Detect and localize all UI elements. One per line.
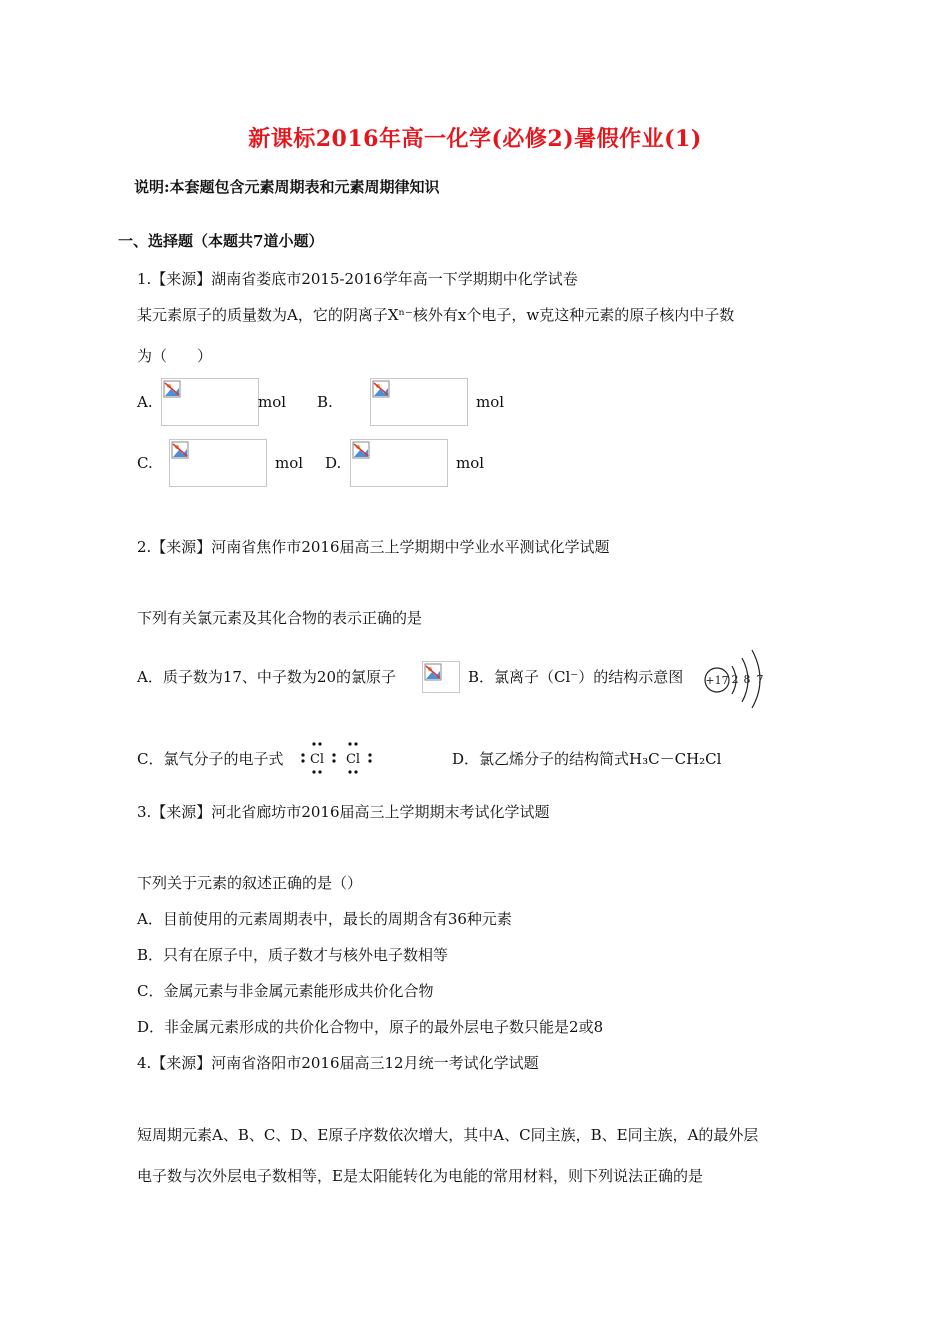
broken-image-icon [372, 380, 390, 398]
q1-source: 1.【来源】湖南省娄底市2015-2016学年高一下学期期中化学试卷 [137, 270, 578, 288]
q3-option-b: B．只有在原子中，质子数才与核外电子数相等 [137, 946, 449, 964]
q1-option-a-formula-image [161, 378, 259, 426]
nucleus-charge: +17 [705, 674, 729, 687]
shell-electrons-1: 2 [731, 673, 739, 686]
page-title: 新课标2016年高一化学(必修2)暑假作业(1) [248, 126, 702, 152]
q4-stem-line1: 短周期元素A、B、C、D、E原子序数依次增大，其中A、C同主族，B、E同主族，A的最外层 [137, 1126, 759, 1144]
broken-image-icon [163, 380, 181, 398]
broken-image-icon [352, 441, 370, 459]
section-heading: 一、选择题（本题共7道小题） [118, 232, 324, 250]
q1-option-d-unit: mol [456, 454, 485, 472]
q3-option-d: D．非金属元素形成的共价化合物中，原子的最外层电子数只能是2或8 [137, 1018, 604, 1036]
q2-source: 2.【来源】河南省焦作市2016届高三上学期期中学业水平测试化学试题 [137, 538, 610, 556]
q1-option-b-unit: mol [476, 393, 505, 411]
q2-stem: 下列有关氯元素及其化合物的表示正确的是 [137, 609, 423, 627]
q1-option-d-formula-image [350, 439, 448, 487]
q2-option-b: B．氯离子（Cl⁻）的结构示意图 [468, 668, 684, 686]
q1-option-c-formula-image [169, 439, 267, 487]
q1-option-c-unit: mol [275, 454, 304, 472]
q2-option-d: D．氯乙烯分子的结构简式H₃C－CH₂Cl [452, 750, 722, 768]
q1-option-d-label: D. [325, 454, 342, 472]
q1-stem-line2: 为（ ） [137, 347, 213, 365]
q4-stem-line2: 电子数与次外层电子数相等，E是太阳能转化为电能的常用材料，则下列说法正确的是 [137, 1167, 703, 1185]
q1-option-a-unit: mol [258, 393, 287, 411]
lewis-atom-1: Cl [309, 752, 325, 767]
q1-option-c-label: C. [137, 454, 153, 472]
broken-image-icon [171, 441, 189, 459]
q1-option-b-formula-image [370, 378, 468, 426]
q3-option-c: C．金属元素与非金属元素能形成共价化合物 [137, 982, 434, 1000]
q4-source: 4.【来源】河南省洛阳市2016届高三12月统一考试化学试题 [137, 1054, 539, 1072]
shell-electrons-3: 7 [756, 673, 764, 686]
q3-option-a: A．目前使用的元素周期表中，最长的周期含有36种元素 [137, 910, 512, 928]
shell-electrons-2: 8 [743, 673, 751, 686]
q3-source: 3.【来源】河北省廊坊市2016届高三上学期期末考试化学试题 [137, 803, 550, 821]
q1-option-b-label: B. [317, 393, 333, 411]
q1-stem-line1: 某元素原子的质量数为A，它的阴离子Xⁿ⁻核外有x个电子，w克这种元素的原子核内中子数 [137, 306, 735, 324]
chlorine-lewis-structure [290, 738, 386, 778]
q2-option-a-isotope-image [422, 661, 460, 693]
q1-option-a-label: A. [137, 393, 153, 411]
chloride-ion-structure-diagram [702, 646, 774, 710]
description-note: 说明:本套题包含元素周期表和元素周期律知识 [134, 178, 440, 196]
q2-option-a: A．质子数为17、中子数为20的氯原子 [137, 668, 397, 686]
q3-stem: 下列关于元素的叙述正确的是（） [137, 874, 363, 892]
broken-image-icon [424, 663, 442, 681]
q2-option-c: C．氯气分子的电子式 [137, 750, 284, 768]
lewis-atom-2: Cl [345, 752, 361, 767]
